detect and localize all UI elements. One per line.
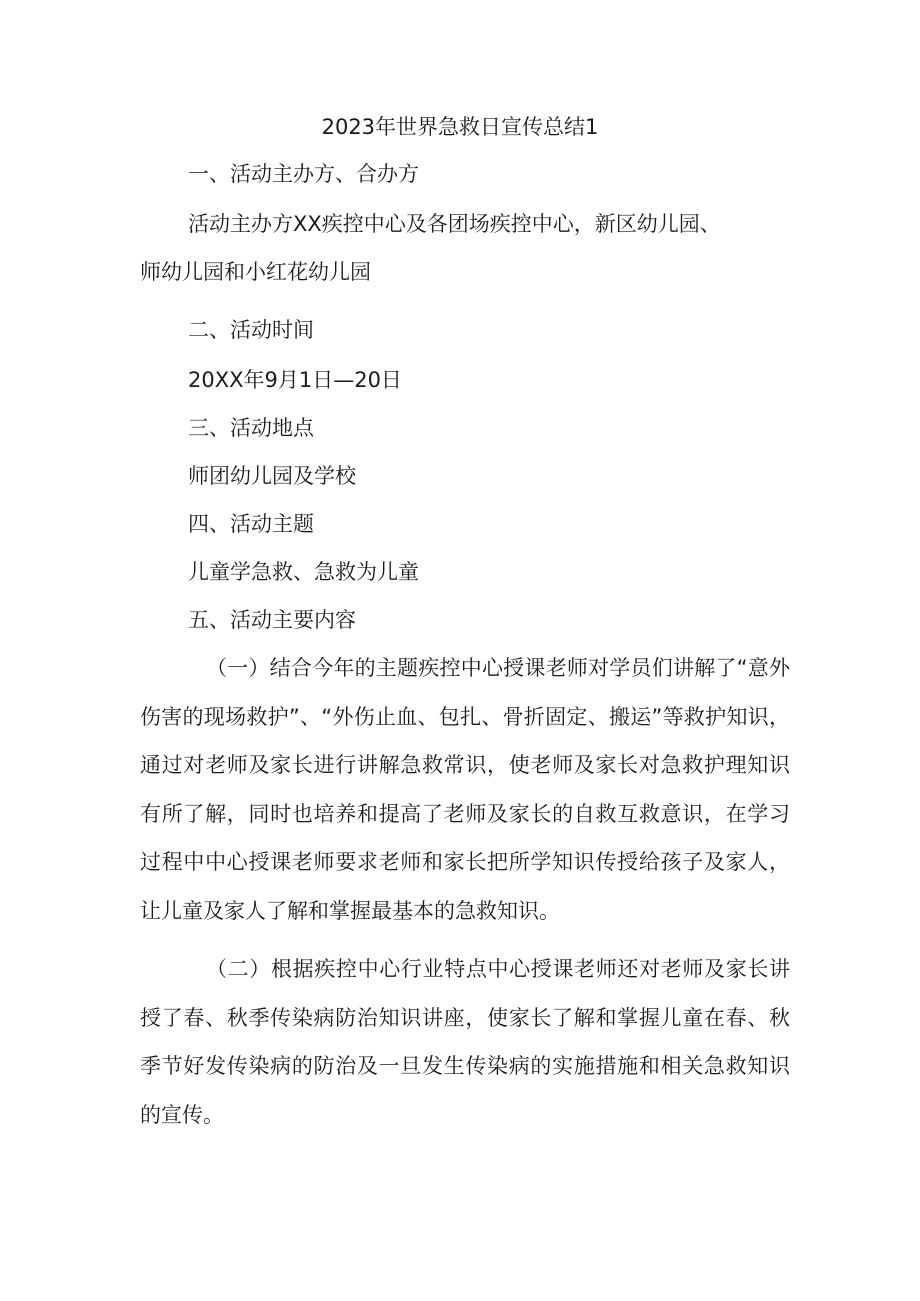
organizers-text-continued: 师幼儿园和小红花幼儿园	[140, 260, 371, 284]
document-title: 2023年世界急救日宣传总结1	[321, 115, 599, 139]
document-body	[140, 150, 790, 1139]
content-paragraph-2: （二）根据疾控中心行业特点中心授课老师还对老师及家长讲授了春、秋季传染病防治知识讲座，使家长了解和掌握儿童在春、秋季节好发传染病的防治及一旦发生传染病的实施措施和相关急救知识的宣传。	[140, 957, 790, 1127]
theme-text: 儿童学急救、急救为儿童	[188, 560, 419, 584]
section-heading-location: 三、活动地点	[188, 416, 314, 440]
section-heading-time: 二、活动时间	[188, 318, 314, 342]
section-heading-organizers: 一、活动主办方、合办方	[188, 162, 419, 186]
content-paragraph-1: （一）结合今年的主题疾控中心授课老师对学员们讲解了“意外伤害的现场救护”、“外伤止血、包扎、骨折固定、搬运”等救护知识，通过对老师及家长进行讲解急救常识，使老师及家长对急救护理知识有所了解，同时也培养和提高了老师及家长的自救互救意识，在学习过程中中心授课老师要求老师和家长把所学知识传授给孩子及家人，让儿童及家人了解和掌握最基本的急救知识。	[140, 656, 790, 923]
location-text: 师团幼儿园及学校	[188, 464, 356, 488]
section-heading-content: 五、活动主要内容	[188, 608, 356, 632]
time-text: 20XX年9月1日—20日	[188, 368, 402, 392]
section-heading-theme: 四、活动主题	[188, 512, 314, 536]
organizers-text: 活动主办方XX疾控中心及各团场疾控中心，新区幼儿园、	[188, 212, 721, 236]
